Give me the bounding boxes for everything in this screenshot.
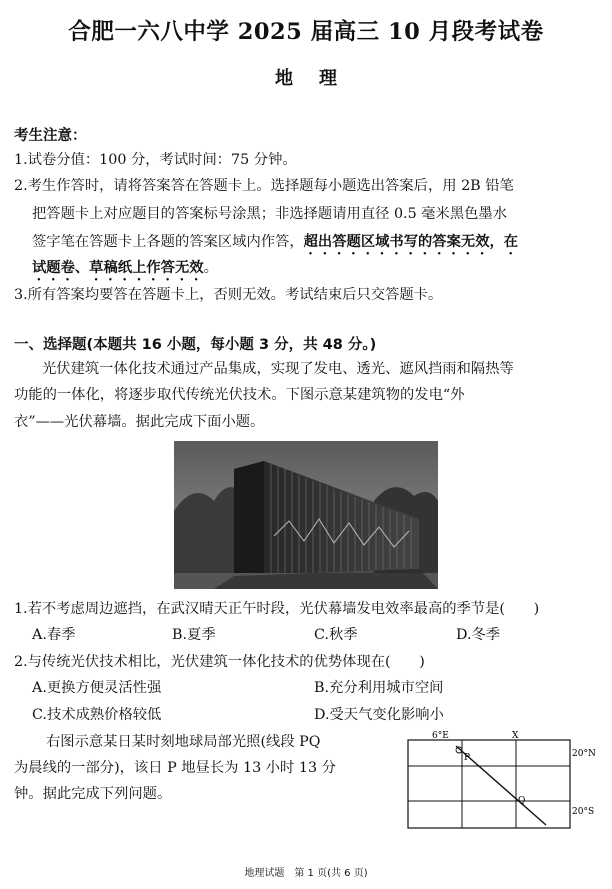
label-6e: 6°E [432,731,449,741]
q2-option-d: D.受天气变化影响小 [314,707,444,723]
notice-heading: 考生注意： [14,128,87,144]
page-footer: 地理试题 第 1 页(共 6 页) [244,868,368,879]
notice-item-2-line-1: 2.考生作答时，请将答案答在答题卡上。选择题每小题选出答案后，用 2B 铅笔 [14,178,514,194]
q2-option-a: A.更换方便灵活性强 [32,680,162,696]
diagram-frame [408,740,570,828]
q2-option-c: C.技术成熟价格较低 [32,707,162,723]
notice-emphasis-2: 试题卷、草稿纸上作答无效 [32,260,204,276]
notice-item-2-line-4 [32,257,218,284]
notice-item-2-line-3 [32,231,518,258]
label-q: Q [518,796,526,806]
illumination-diagram [404,728,604,832]
q1-option-c: C.秋季 [314,627,358,643]
q1-option-a: A.春季 [32,627,76,643]
label-x: X [512,731,519,741]
label-20n: 20°N [572,749,596,759]
q2-stem: 2.与传统光伏技术相比，光伏建筑一体化技术的优势体现在( ) [14,654,425,670]
passage-line-2: 功能的一体化，将逐步取代传统光伏技术。下图示意某建筑物的发电“外 [14,387,465,403]
section-heading: 一、选择题(本题共 16 小题，每小题 3 分，共 48 分。) [14,337,377,353]
passage-line-1: 光伏建筑一体化技术通过产品集成，实现了发电、透光、遮风挡雨和隔热等 [42,361,514,377]
q2-option-b: B.充分利用城市空间 [314,680,444,696]
q1-option-b: B.夏季 [172,627,216,643]
notice-item-1: 1.试卷分值：100 分，考试时间：75 分钟。 [14,152,297,168]
pv-curtain-wall-photo [174,441,438,589]
notice-item-3: 3.所有答案均要答在答题卡上，否则无效。考试结束后只交答题卡。 [14,287,443,303]
q1-option-d: D.冬季 [456,627,501,643]
subject-title: 地理 [275,68,363,89]
notice-item-2-line-3-text: 签字笔在答题卡上各题的答案区域内作答， [32,234,304,250]
notice-item-2-line-4-end: 。 [203,260,218,276]
diagram-grid [408,740,570,828]
passage-line-3: 衣”——光伏幕墙。据此完成下面小题。 [14,414,265,430]
q1-stem: 1.若不考虑周边遮挡，在武汉晴天正午时段，光伏幕墙发电效率最高的季节是( ) [14,601,540,617]
notice-emphasis-1: 超出答题区域书写的答案无效，在 [303,234,519,250]
notice-item-2-line-2: 把答题卡上对应题目的答案标号涂黑；非选择题请用直径 0.5 毫米黑色墨水 [32,206,508,222]
label-p: P [464,753,471,763]
passage2-line-2: 为晨线的一部分)，该日 P 地昼长为 13 小时 13 分 [14,760,336,776]
page-title: 合肥一六八中学 2025 届高三 10 月段考试卷 [68,19,544,45]
passage2-line-3: 钟。据此完成下列问题。 [14,786,172,802]
passage2-line-1: 右图示意某日某时刻地球局部光照(线段 PQ [46,734,321,750]
label-20s: 20°S [572,807,595,817]
